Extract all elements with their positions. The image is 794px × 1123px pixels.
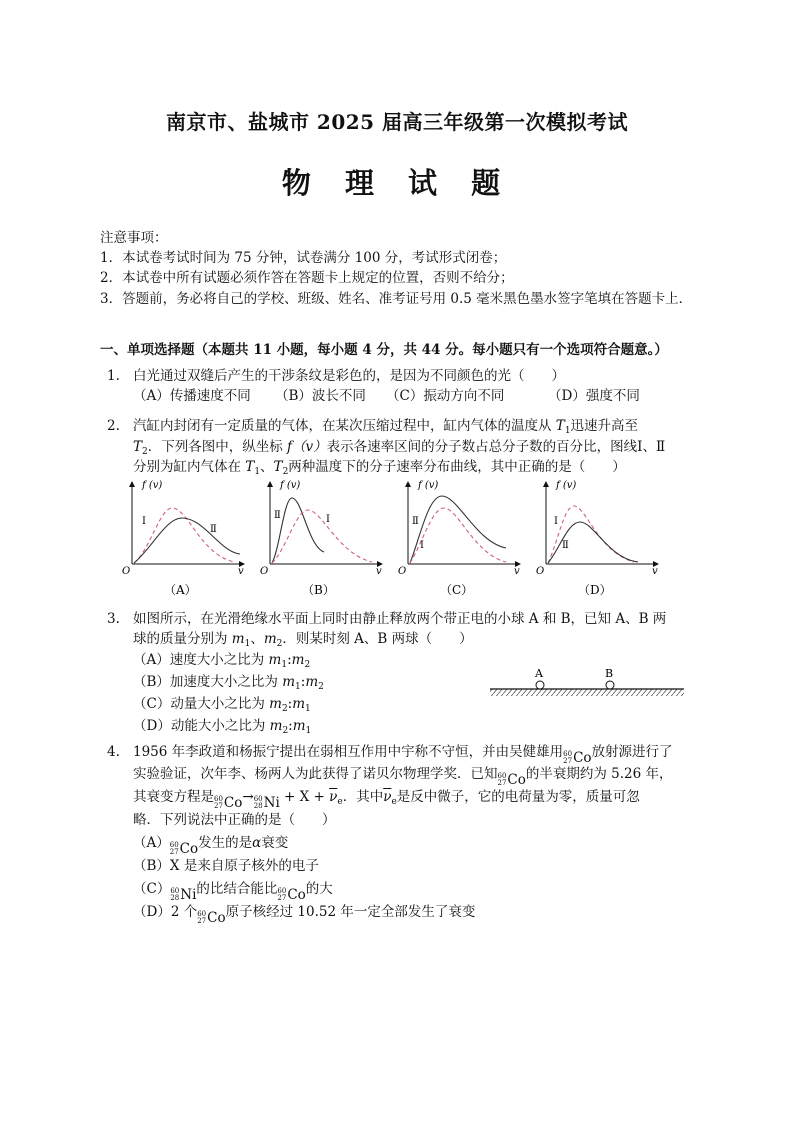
- q4-line-1: 1956 年李政道和杨振宁提出在弱相互作用中宇称不守恒，并由吴健雄用 60 27 Co 放射源进行了: [133, 744, 673, 766]
- q4-option-b: （B）X 是来自原子核外的电子: [133, 858, 319, 874]
- notice-item-2: 2．本试卷中所有试题必须作答在答题卡上规定的位置，否则不给分；: [100, 270, 514, 286]
- graph-b-dashed-curve: [272, 510, 372, 563]
- graph-b: [260, 480, 382, 597]
- exam-title: 南京市、盐城市 2025 届高三年级第一次模拟考试: [165, 110, 629, 134]
- graph-d-y-label: f (v): [556, 480, 577, 491]
- q2-line-3: 分别为缸内气体在 $T_1$、$T_2$两种温度下的分子速率分布曲线，其中正确的是（ ）: [133, 459, 626, 477]
- q2-line-2: $T_2$．下列各图中，纵坐标 f（v）表示各速率区间的分子数占总分子数的百分比，图线Ⅰ、Ⅱ: [133, 439, 666, 457]
- q3-option-a: （A）速度大小之比为 $m_1:m_2$: [133, 652, 311, 670]
- q3-ground-hatch: [490, 689, 684, 696]
- q4-option-d: （D）2 个 60 27 Co 原子核经过 10.52 年一定全部发生了衰变: [133, 904, 476, 926]
- notice-heading: 注意事项：: [100, 230, 168, 246]
- section-heading: 一、单项选择题（本题共 11 小题，每小题 4 分，共 44 分。每小题只有一个选项符合题意。）: [100, 342, 668, 358]
- q4-line-4: 略．下列说法中正确的是（ ）: [133, 812, 336, 828]
- graph-b-label-dashed: Ⅰ: [326, 514, 330, 525]
- q1-stem: 白光通过双缝后产生的干涉条纹是彩色的，是因为不同颜色的光（ ）: [133, 368, 565, 384]
- graph-b-y-label: f (v): [280, 480, 301, 491]
- q4-line-2: 实验验证，次年李、杨两人为此获得了诺贝尔物理学奖．已知 60 27 Co 的半衰期约为 5.26 年，: [133, 766, 673, 788]
- q4-line-3: 其衰变方程是 60 27 Co → 60 28 Ni + $X + \overline{\nu}_e$．其中$\overline{\nu}_e$是反中微子，它的电荷量为零，质量可忽: [133, 789, 640, 811]
- graph-a-label-dashed: Ⅰ: [142, 516, 146, 527]
- q2-graphs: [120, 478, 680, 600]
- graph-c-dashed-curve: [410, 508, 506, 563]
- graph-c-x-label: v: [514, 566, 520, 577]
- q3-option-c: （C）动量大小之比为 $m_2:m_1$: [133, 696, 311, 714]
- graph-b-label-solid: Ⅱ: [274, 510, 281, 521]
- q3-number: 3.: [107, 611, 120, 627]
- graph-b-origin: O: [260, 566, 269, 577]
- graph-a: [122, 480, 244, 597]
- graph-c-caption: （C）: [440, 583, 474, 597]
- q1-number: 1.: [107, 368, 120, 384]
- graph-a-y-label: f (v): [142, 480, 163, 491]
- graph-a-label-solid: Ⅱ: [210, 524, 217, 535]
- q4-number: 4.: [107, 744, 120, 760]
- q1-option-b: （B）波长不同: [275, 388, 366, 404]
- graph-b-x-label: v: [376, 566, 382, 577]
- ball-b-label: B: [605, 667, 614, 680]
- graph-d-origin: O: [536, 566, 545, 577]
- graph-d-label-dashed: Ⅰ: [554, 516, 558, 527]
- graph-d: [536, 480, 658, 597]
- graph-c-origin: O: [398, 566, 407, 577]
- graph-b-solid-curve: [272, 498, 324, 563]
- ball-a: [536, 681, 544, 689]
- q3-figure: [488, 664, 688, 702]
- graph-c-label-dashed: Ⅰ: [420, 540, 424, 551]
- q4-option-a: （A） 60 27 Co 发生的是α衰变: [133, 835, 289, 857]
- q4-option-c: （C） 60 28 Ni 的比结合能比 60 27 Co 的大: [133, 881, 333, 903]
- notice-item-1: 1．本试卷考试时间为 75 分钟，试卷满分 100 分，考试形式闭卷；: [100, 250, 507, 266]
- graph-c-solid-curve: [410, 496, 506, 563]
- subject-title: 物 理 试 题: [281, 166, 513, 200]
- graph-a-x-label: v: [238, 566, 244, 577]
- graph-c-label-solid: Ⅱ: [412, 516, 419, 527]
- graph-d-label-solid: Ⅱ: [562, 540, 569, 551]
- q1-option-c: （C）振动方向不同: [386, 388, 505, 404]
- graph-c: [398, 480, 520, 597]
- graph-a-caption: （A）: [164, 583, 197, 597]
- graph-d-dashed-curve: [548, 506, 634, 563]
- q3-option-b: （B）加速度大小之比为 $m_1:m_2$: [133, 674, 324, 692]
- q3-line-1: 如图所示，在光滑绝缘水平面上同时由静止释放两个带正电的小球 A 和 B，已知 A、B 两: [133, 611, 667, 627]
- notice-item-3: 3．答题前，务必将自己的学校、班级、姓名、准考证号用 0.5 毫米黑色墨水签字笔填在答题卡上．: [100, 291, 693, 307]
- q2-number: 2.: [107, 418, 120, 434]
- ball-b: [606, 681, 614, 689]
- graph-d-x-label: v: [652, 566, 658, 577]
- graph-d-caption: （D）: [578, 583, 612, 597]
- q1-option-a: （A）传播速度不同: [133, 388, 251, 404]
- graph-b-caption: （B）: [302, 583, 335, 597]
- q2-line-1: 汽缸内封闭有一定质量的气体，在某次压缩过程中，缸内气体的温度从 $T_1$迅速升高至: [133, 418, 639, 436]
- q1-option-d: （D）强度不同: [548, 388, 640, 404]
- graph-a-dashed-curve: [134, 508, 234, 563]
- graph-c-y-label: f (v): [418, 480, 439, 491]
- graph-a-origin: O: [122, 566, 131, 577]
- graph-a-solid-curve: [134, 518, 240, 563]
- q3-option-d: （D）动能大小之比为 $m_2:m_1$: [133, 718, 312, 736]
- ball-a-label: A: [535, 667, 543, 680]
- q3-line-2: 球的质量分别为 $m_1$、$m_2$．则某时刻 A、B 两球（ ）: [133, 631, 473, 649]
